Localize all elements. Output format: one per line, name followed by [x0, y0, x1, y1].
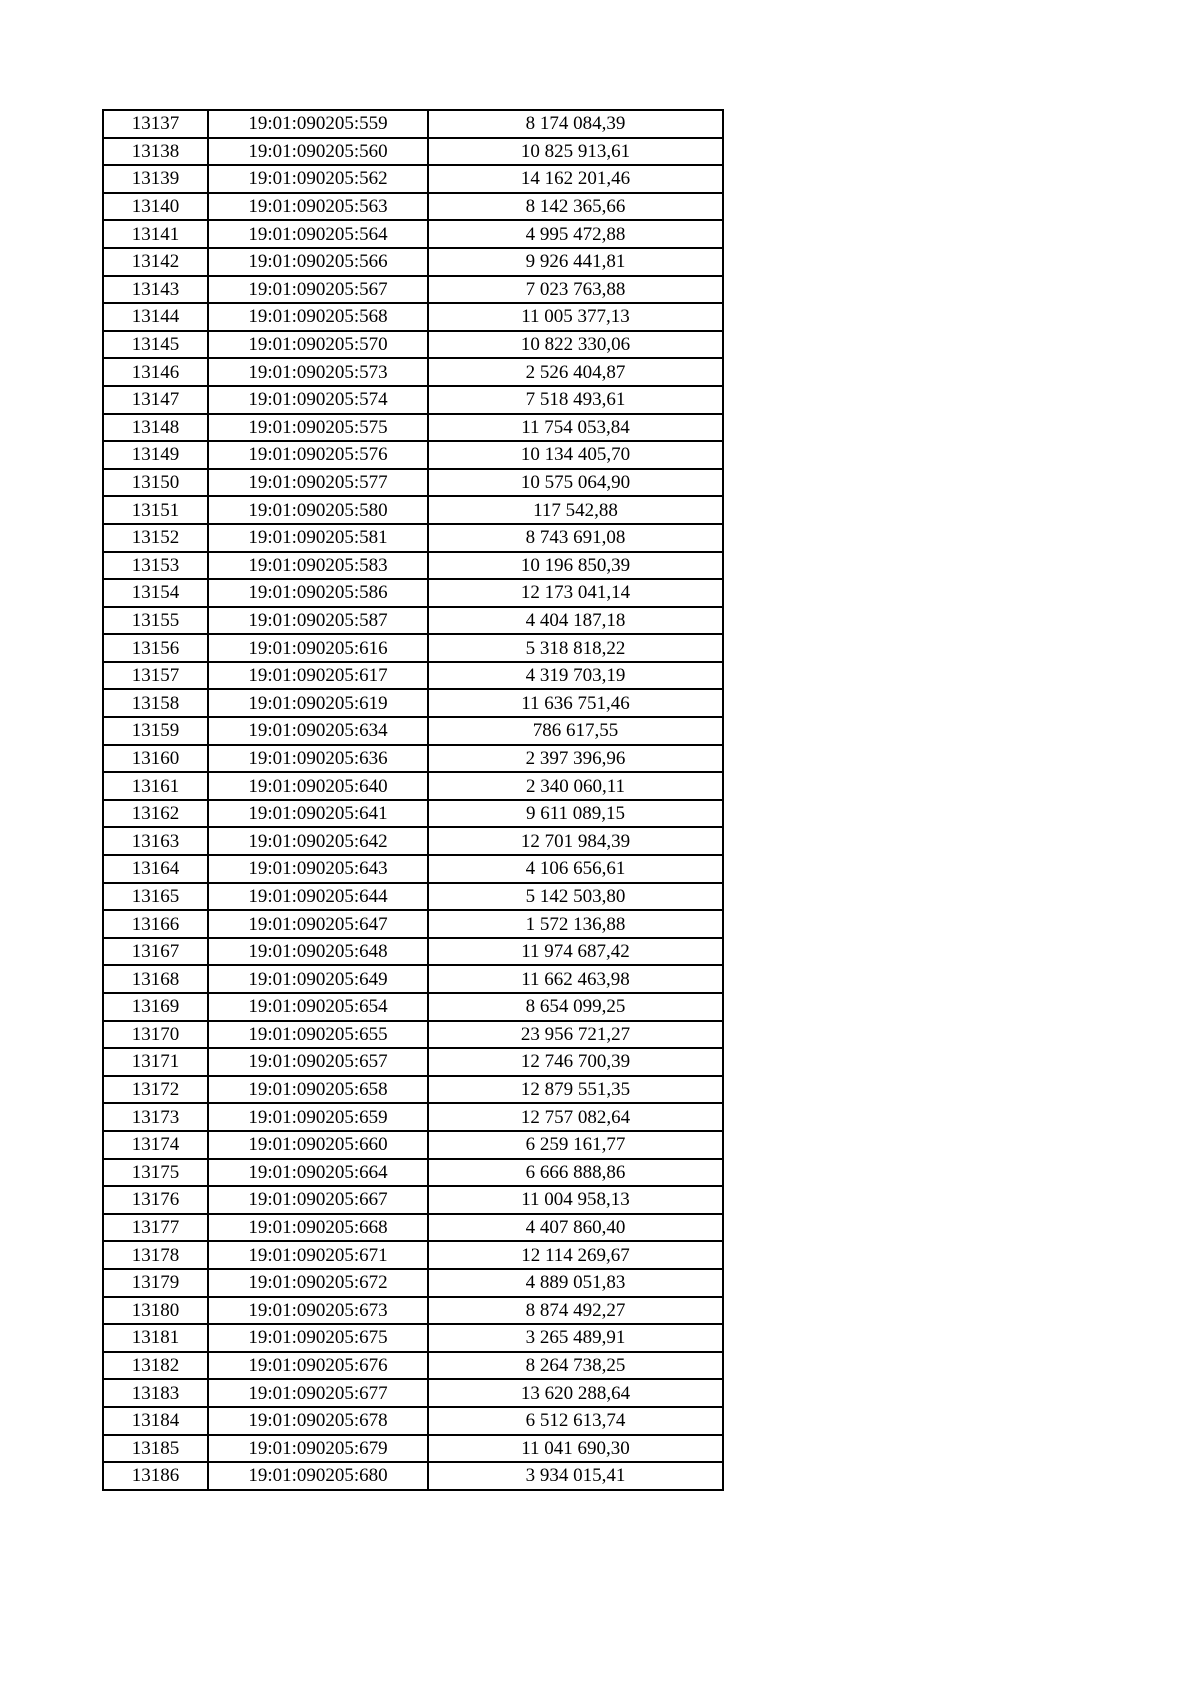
table-row — [103, 800, 723, 828]
table-row — [103, 1269, 723, 1297]
row-number-cell: 13137 — [103, 110, 208, 138]
row-number-cell: 13146 — [103, 358, 208, 386]
row-number-cell: 13152 — [103, 524, 208, 552]
cadastral-number-cell: 19:01:090205:560 — [208, 138, 428, 166]
table-row — [103, 358, 723, 386]
table-row — [103, 827, 723, 855]
cadastral-number-cell: 19:01:090205:647 — [208, 910, 428, 938]
table-row — [103, 469, 723, 497]
row-number-cell: 13164 — [103, 855, 208, 883]
cadastral-value-cell: 4 404 187,18 — [428, 607, 723, 635]
cadastral-value-cell: 14 162 201,46 — [428, 165, 723, 193]
cadastral-number-cell: 19:01:090205:573 — [208, 358, 428, 386]
table-row — [103, 193, 723, 221]
row-number-cell: 13184 — [103, 1407, 208, 1435]
cadastral-value-cell: 10 825 913,61 — [428, 138, 723, 166]
row-number-cell: 13145 — [103, 331, 208, 359]
table-row — [103, 1435, 723, 1463]
row-number-cell: 13168 — [103, 965, 208, 993]
cadastral-number-cell: 19:01:090205:559 — [208, 110, 428, 138]
table-row — [103, 303, 723, 331]
table-row — [103, 138, 723, 166]
cadastral-number-cell: 19:01:090205:581 — [208, 524, 428, 552]
row-number-cell: 13173 — [103, 1103, 208, 1131]
row-number-cell: 13159 — [103, 717, 208, 745]
table-row — [103, 772, 723, 800]
row-number-cell: 13170 — [103, 1021, 208, 1049]
cadastral-value-cell: 11 974 687,42 — [428, 938, 723, 966]
cadastral-value-cell: 5 142 503,80 — [428, 883, 723, 911]
cadastral-number-cell: 19:01:090205:567 — [208, 276, 428, 304]
cadastral-number-cell: 19:01:090205:568 — [208, 303, 428, 331]
table-row — [103, 662, 723, 690]
row-number-cell: 13150 — [103, 469, 208, 497]
cadastral-value-cell: 11 005 377,13 — [428, 303, 723, 331]
cadastral-value-cell: 3 265 489,91 — [428, 1324, 723, 1352]
cadastral-number-cell: 19:01:090205:566 — [208, 248, 428, 276]
cadastral-number-cell: 19:01:090205:668 — [208, 1214, 428, 1242]
row-number-cell: 13138 — [103, 138, 208, 166]
cadastral-value-cell: 9 926 441,81 — [428, 248, 723, 276]
table-row — [103, 441, 723, 469]
cadastral-value-cell: 11 041 690,30 — [428, 1435, 723, 1463]
cadastral-number-cell: 19:01:090205:563 — [208, 193, 428, 221]
row-number-cell: 13156 — [103, 634, 208, 662]
table-row — [103, 1186, 723, 1214]
table-row — [103, 414, 723, 442]
cadastral-value-cell: 8 654 099,25 — [428, 993, 723, 1021]
row-number-cell: 13179 — [103, 1269, 208, 1297]
row-number-cell: 13175 — [103, 1159, 208, 1187]
cadastral-value-cell: 12 114 269,67 — [428, 1241, 723, 1269]
cadastral-number-cell: 19:01:090205:672 — [208, 1269, 428, 1297]
cadastral-number-cell: 19:01:090205:577 — [208, 469, 428, 497]
cadastral-value-cell: 10 822 330,06 — [428, 331, 723, 359]
table-row — [103, 689, 723, 717]
table-row — [103, 1407, 723, 1435]
cadastral-value-cell: 12 701 984,39 — [428, 827, 723, 855]
cadastral-number-cell: 19:01:090205:564 — [208, 220, 428, 248]
row-number-cell: 13151 — [103, 496, 208, 524]
table-row — [103, 552, 723, 580]
cadastral-value-cell: 8 264 738,25 — [428, 1352, 723, 1380]
table-row — [103, 165, 723, 193]
cadastral-number-cell: 19:01:090205:667 — [208, 1186, 428, 1214]
cadastral-number-cell: 19:01:090205:641 — [208, 800, 428, 828]
table-row — [103, 855, 723, 883]
table-row — [103, 1076, 723, 1104]
row-number-cell: 13177 — [103, 1214, 208, 1242]
cadastral-value-cell: 3 934 015,41 — [428, 1462, 723, 1490]
row-number-cell: 13163 — [103, 827, 208, 855]
table-row — [103, 717, 723, 745]
table-row — [103, 1462, 723, 1490]
row-number-cell: 13140 — [103, 193, 208, 221]
cadastral-value-cell: 11 636 751,46 — [428, 689, 723, 717]
table-row — [103, 1379, 723, 1407]
row-number-cell: 13186 — [103, 1462, 208, 1490]
cadastral-number-cell: 19:01:090205:679 — [208, 1435, 428, 1463]
cadastral-number-cell: 19:01:090205:617 — [208, 662, 428, 690]
cadastral-value-cell: 8 874 492,27 — [428, 1297, 723, 1325]
cadastral-value-cell: 117 542,88 — [428, 496, 723, 524]
cadastral-value-table — [102, 109, 724, 1491]
row-number-cell: 13149 — [103, 441, 208, 469]
cadastral-value-cell: 4 889 051,83 — [428, 1269, 723, 1297]
cadastral-value-cell: 10 196 850,39 — [428, 552, 723, 580]
row-number-cell: 13142 — [103, 248, 208, 276]
cadastral-value-cell: 4 407 860,40 — [428, 1214, 723, 1242]
cadastral-value-cell: 11 004 958,13 — [428, 1186, 723, 1214]
table-row — [103, 1103, 723, 1131]
cadastral-number-cell: 19:01:090205:649 — [208, 965, 428, 993]
table-row — [103, 1352, 723, 1380]
table-row — [103, 386, 723, 414]
row-number-cell: 13171 — [103, 1048, 208, 1076]
cadastral-number-cell: 19:01:090205:648 — [208, 938, 428, 966]
cadastral-number-cell: 19:01:090205:570 — [208, 331, 428, 359]
cadastral-number-cell: 19:01:090205:678 — [208, 1407, 428, 1435]
table-row — [103, 1048, 723, 1076]
table-row — [103, 745, 723, 773]
cadastral-number-cell: 19:01:090205:562 — [208, 165, 428, 193]
row-number-cell: 13147 — [103, 386, 208, 414]
row-number-cell: 13167 — [103, 938, 208, 966]
table-row — [103, 1021, 723, 1049]
cadastral-number-cell: 19:01:090205:636 — [208, 745, 428, 773]
cadastral-number-cell: 19:01:090205:574 — [208, 386, 428, 414]
cadastral-number-cell: 19:01:090205:640 — [208, 772, 428, 800]
row-number-cell: 13143 — [103, 276, 208, 304]
cadastral-number-cell: 19:01:090205:586 — [208, 579, 428, 607]
cadastral-value-cell: 2 526 404,87 — [428, 358, 723, 386]
table-row — [103, 110, 723, 138]
cadastral-number-cell: 19:01:090205:657 — [208, 1048, 428, 1076]
cadastral-value-cell: 4 995 472,88 — [428, 220, 723, 248]
row-number-cell: 13176 — [103, 1186, 208, 1214]
cadastral-value-cell: 786 617,55 — [428, 717, 723, 745]
table-row — [103, 496, 723, 524]
table-row — [103, 1241, 723, 1269]
cadastral-value-cell: 12 746 700,39 — [428, 1048, 723, 1076]
cadastral-value-cell: 6 259 161,77 — [428, 1131, 723, 1159]
cadastral-number-cell: 19:01:090205:655 — [208, 1021, 428, 1049]
table-row — [103, 910, 723, 938]
cadastral-value-cell: 12 879 551,35 — [428, 1076, 723, 1104]
cadastral-value-cell: 7 023 763,88 — [428, 276, 723, 304]
cadastral-number-cell: 19:01:090205:583 — [208, 552, 428, 580]
cadastral-value-cell: 12 173 041,14 — [428, 579, 723, 607]
cadastral-value-cell: 4 106 656,61 — [428, 855, 723, 883]
cadastral-number-cell: 19:01:090205:671 — [208, 1241, 428, 1269]
table-row — [103, 220, 723, 248]
cadastral-value-cell: 9 611 089,15 — [428, 800, 723, 828]
table-row — [103, 883, 723, 911]
cadastral-number-cell: 19:01:090205:680 — [208, 1462, 428, 1490]
row-number-cell: 13174 — [103, 1131, 208, 1159]
row-number-cell: 13166 — [103, 910, 208, 938]
cadastral-value-cell: 11 662 463,98 — [428, 965, 723, 993]
row-number-cell: 13160 — [103, 745, 208, 773]
table-row — [103, 993, 723, 1021]
row-number-cell: 13157 — [103, 662, 208, 690]
row-number-cell: 13141 — [103, 220, 208, 248]
row-number-cell: 13148 — [103, 414, 208, 442]
table-row — [103, 331, 723, 359]
cadastral-number-cell: 19:01:090205:654 — [208, 993, 428, 1021]
cadastral-number-cell: 19:01:090205:659 — [208, 1103, 428, 1131]
cadastral-value-cell: 8 743 691,08 — [428, 524, 723, 552]
row-number-cell: 13158 — [103, 689, 208, 717]
cadastral-value-cell: 7 518 493,61 — [428, 386, 723, 414]
cadastral-number-cell: 19:01:090205:673 — [208, 1297, 428, 1325]
cadastral-value-cell: 2 397 396,96 — [428, 745, 723, 773]
row-number-cell: 13181 — [103, 1324, 208, 1352]
row-number-cell: 13185 — [103, 1435, 208, 1463]
table-row — [103, 1131, 723, 1159]
cadastral-number-cell: 19:01:090205:675 — [208, 1324, 428, 1352]
table-row — [103, 1297, 723, 1325]
row-number-cell: 13172 — [103, 1076, 208, 1104]
table-row — [103, 938, 723, 966]
cadastral-number-cell: 19:01:090205:643 — [208, 855, 428, 883]
cadastral-number-cell: 19:01:090205:619 — [208, 689, 428, 717]
table-row — [103, 607, 723, 635]
row-number-cell: 13144 — [103, 303, 208, 331]
cadastral-value-cell: 10 575 064,90 — [428, 469, 723, 497]
cadastral-number-cell: 19:01:090205:644 — [208, 883, 428, 911]
cadastral-value-cell: 5 318 818,22 — [428, 634, 723, 662]
table-row — [103, 965, 723, 993]
cadastral-value-cell: 4 319 703,19 — [428, 662, 723, 690]
cadastral-value-cell: 11 754 053,84 — [428, 414, 723, 442]
cadastral-number-cell: 19:01:090205:642 — [208, 827, 428, 855]
row-number-cell: 13153 — [103, 552, 208, 580]
cadastral-number-cell: 19:01:090205:576 — [208, 441, 428, 469]
row-number-cell: 13139 — [103, 165, 208, 193]
cadastral-number-cell: 19:01:090205:676 — [208, 1352, 428, 1380]
cadastral-number-cell: 19:01:090205:616 — [208, 634, 428, 662]
table-body — [103, 110, 723, 1490]
row-number-cell: 13183 — [103, 1379, 208, 1407]
cadastral-number-cell: 19:01:090205:660 — [208, 1131, 428, 1159]
table-row — [103, 248, 723, 276]
cadastral-number-cell: 19:01:090205:587 — [208, 607, 428, 635]
row-number-cell: 13169 — [103, 993, 208, 1021]
cadastral-value-cell: 8 142 365,66 — [428, 193, 723, 221]
table-row — [103, 634, 723, 662]
cadastral-value-cell: 8 174 084,39 — [428, 110, 723, 138]
cadastral-value-cell: 12 757 082,64 — [428, 1103, 723, 1131]
cadastral-value-cell: 6 512 613,74 — [428, 1407, 723, 1435]
cadastral-number-cell: 19:01:090205:580 — [208, 496, 428, 524]
table-row — [103, 1159, 723, 1187]
row-number-cell: 13182 — [103, 1352, 208, 1380]
cadastral-number-cell: 19:01:090205:634 — [208, 717, 428, 745]
cadastral-value-cell: 6 666 888,86 — [428, 1159, 723, 1187]
row-number-cell: 13162 — [103, 800, 208, 828]
cadastral-value-cell: 23 956 721,27 — [428, 1021, 723, 1049]
row-number-cell: 13178 — [103, 1241, 208, 1269]
table-row — [103, 1324, 723, 1352]
row-number-cell: 13155 — [103, 607, 208, 635]
cadastral-number-cell: 19:01:090205:664 — [208, 1159, 428, 1187]
cadastral-value-cell: 2 340 060,11 — [428, 772, 723, 800]
table-row — [103, 1214, 723, 1242]
cadastral-value-cell: 10 134 405,70 — [428, 441, 723, 469]
table-row — [103, 579, 723, 607]
cadastral-number-cell: 19:01:090205:658 — [208, 1076, 428, 1104]
cadastral-value-cell: 1 572 136,88 — [428, 910, 723, 938]
cadastral-number-cell: 19:01:090205:677 — [208, 1379, 428, 1407]
row-number-cell: 13161 — [103, 772, 208, 800]
cadastral-number-cell: 19:01:090205:575 — [208, 414, 428, 442]
row-number-cell: 13180 — [103, 1297, 208, 1325]
table-row — [103, 524, 723, 552]
row-number-cell: 13165 — [103, 883, 208, 911]
table-row — [103, 276, 723, 304]
row-number-cell: 13154 — [103, 579, 208, 607]
cadastral-value-cell: 13 620 288,64 — [428, 1379, 723, 1407]
